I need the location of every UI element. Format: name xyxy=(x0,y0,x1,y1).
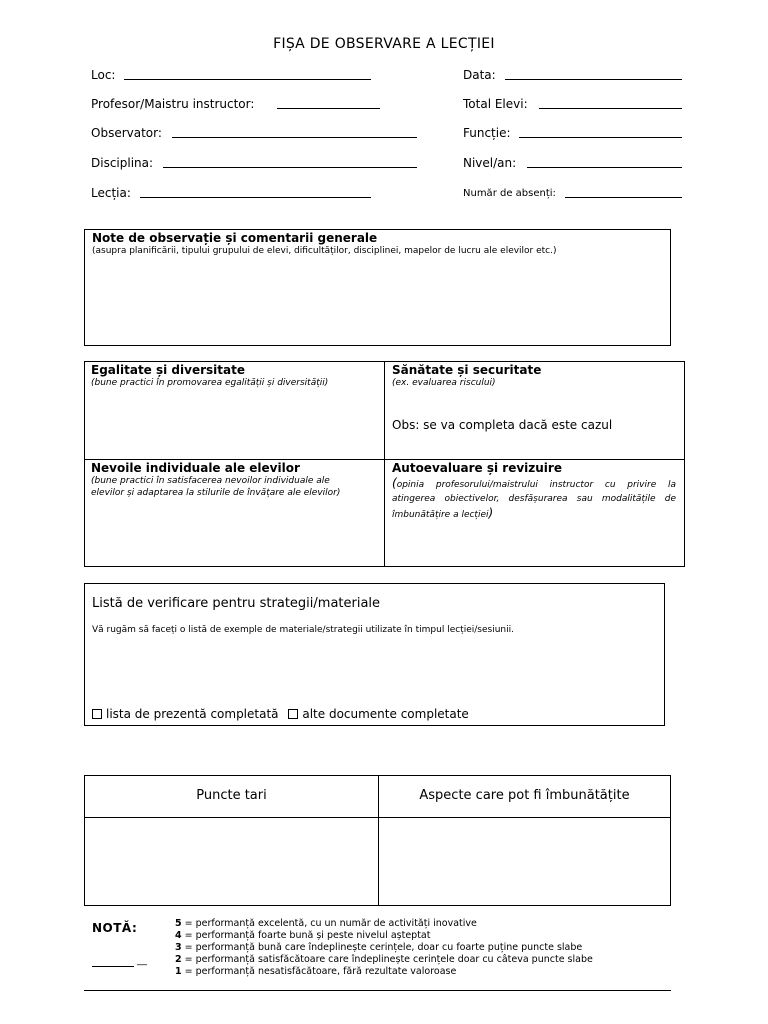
field-label-functie: Funcție: xyxy=(463,126,511,140)
nota-scale-list xyxy=(175,918,593,978)
field-line-lectia[interactable] xyxy=(140,197,371,198)
equality-subtext: (bune practici în promovarea egalității și diversității) xyxy=(91,378,329,388)
selfeval-subtext: opinia profesorului/maistrului instructor cu privire la atingerea obiectivelor, desfășurarea sau modalitățile de îmbunătățire a lecției xyxy=(392,480,676,520)
nota-score-text: = performanță excelentă, cu un număr de activități inovative xyxy=(181,918,477,929)
header-puncte-tari: Puncte tari xyxy=(196,788,267,803)
nota-scale-item xyxy=(175,942,593,954)
cell-aspecte-imbunatatite[interactable] xyxy=(379,818,670,905)
checkbox-lista-prezenta[interactable] xyxy=(92,709,102,719)
nota-score: 3 xyxy=(175,942,182,953)
general-notes-heading: Note de observație și comentarii generale xyxy=(92,231,378,245)
needs-heading: Nevoile individuale ale elevilor xyxy=(91,461,300,475)
checklist-options xyxy=(92,707,469,721)
field-line-nivel[interactable] xyxy=(527,167,682,168)
field-line-disciplina[interactable] xyxy=(163,167,417,168)
selfeval-close-paren: ) xyxy=(488,506,494,520)
nota-score-text: = performanță satisfăcătoare care îndeplinește cerințele doar cu câteva puncte slabe xyxy=(181,954,593,965)
field-line-functie[interactable] xyxy=(519,137,682,138)
checklist-heading: Listă de verificare pentru strategii/materiale xyxy=(92,596,381,611)
page-title: FIȘA DE OBSERVARE A LECȚIEI xyxy=(273,36,495,52)
nota-score-blank: __ xyxy=(137,955,147,966)
field-label-profesor: Profesor/Maistru instructor: xyxy=(91,97,255,111)
nota-score: 4 xyxy=(175,930,182,941)
health-cell[interactable] xyxy=(385,362,684,459)
nota-scale-item xyxy=(175,930,593,942)
observation-grid xyxy=(84,361,685,567)
health-heading: Sănătate și securitate xyxy=(392,363,542,377)
selfeval-open-paren: ( xyxy=(392,476,397,490)
header-aspecte-imbunatatite: Aspecte care pot fi îmbunătățite xyxy=(419,788,630,803)
checkbox-alte-documente[interactable] xyxy=(288,709,298,719)
equality-heading: Egalitate și diversitate xyxy=(91,363,245,377)
equality-cell[interactable] xyxy=(85,362,384,459)
general-notes-subtext: (asupra planificării, tipului grupului de elevi, dificultăților, disciplinei, mapelor de lucru ale elevilor etc.) xyxy=(92,246,557,256)
field-line-data[interactable] xyxy=(505,79,682,80)
selfeval-subtext-wrap xyxy=(392,476,676,522)
general-notes-box[interactable] xyxy=(84,229,671,346)
needs-subtext: (bune practici în satisfacerea nevoilor individuale ale elevilor și adaptarea la stilurile de învățare ale elevilor) xyxy=(91,476,341,498)
nota-scale-item xyxy=(175,918,593,930)
field-label-observator: Observator: xyxy=(91,126,162,140)
checklist-box xyxy=(84,583,665,726)
selfeval-heading: Autoevaluare și revizuire xyxy=(392,461,562,475)
nota-score-text: = performanță nesatisfăcătoare, fără rezultate valoroase xyxy=(181,966,457,977)
nota-score: 5 xyxy=(175,918,182,929)
nota-score-text: = performanță foarte bună și peste nivelul așteptat xyxy=(181,930,431,941)
checkbox-label-lista-prezenta: lista de prezentă completată xyxy=(106,707,279,721)
field-label-absenti: Număr de absenți: xyxy=(463,188,556,199)
field-label-nivel: Nivel/an: xyxy=(463,156,517,170)
cell-puncte-tari[interactable] xyxy=(85,818,378,905)
nota-score: 1 xyxy=(175,966,182,977)
nota-score-text: = performanță bună care îndeplinește cerințele, doar cu foarte puține puncte slabe xyxy=(181,942,583,953)
health-subtext: (ex. evaluarea riscului) xyxy=(392,378,496,388)
field-label-lectia: Lecția: xyxy=(91,186,131,200)
nota-score: 2 xyxy=(175,954,182,965)
field-line-loc[interactable] xyxy=(124,79,371,80)
field-label-data: Data: xyxy=(463,68,496,82)
field-line-total-elevi[interactable] xyxy=(539,108,682,109)
field-line-absenti[interactable] xyxy=(565,197,682,198)
field-label-disciplina: Disciplina: xyxy=(91,156,154,170)
nota-label: NOTĂ: xyxy=(92,921,138,935)
field-label-total-elevi: Total Elevi: xyxy=(463,97,528,111)
field-line-profesor[interactable] xyxy=(277,108,380,109)
field-line-observator[interactable] xyxy=(172,137,417,138)
nota-scale-item xyxy=(175,966,593,978)
field-label-loc: Loc: xyxy=(91,68,116,82)
health-obs-note: Obs: se va completa dacă este cazul xyxy=(392,418,613,432)
strengths-table xyxy=(84,775,671,906)
checklist-instruction: Vă rugăm să faceți o listă de exemple de materiale/strategii utilizate în timpul lecției/sesiunii. xyxy=(92,625,514,635)
needs-cell[interactable] xyxy=(85,460,384,566)
nota-score-line[interactable] xyxy=(92,966,134,967)
checkbox-label-alte-documente: alte documente completate xyxy=(302,707,469,721)
bottom-divider xyxy=(84,990,671,991)
nota-scale-item xyxy=(175,954,593,966)
selfeval-cell[interactable] xyxy=(385,460,684,566)
